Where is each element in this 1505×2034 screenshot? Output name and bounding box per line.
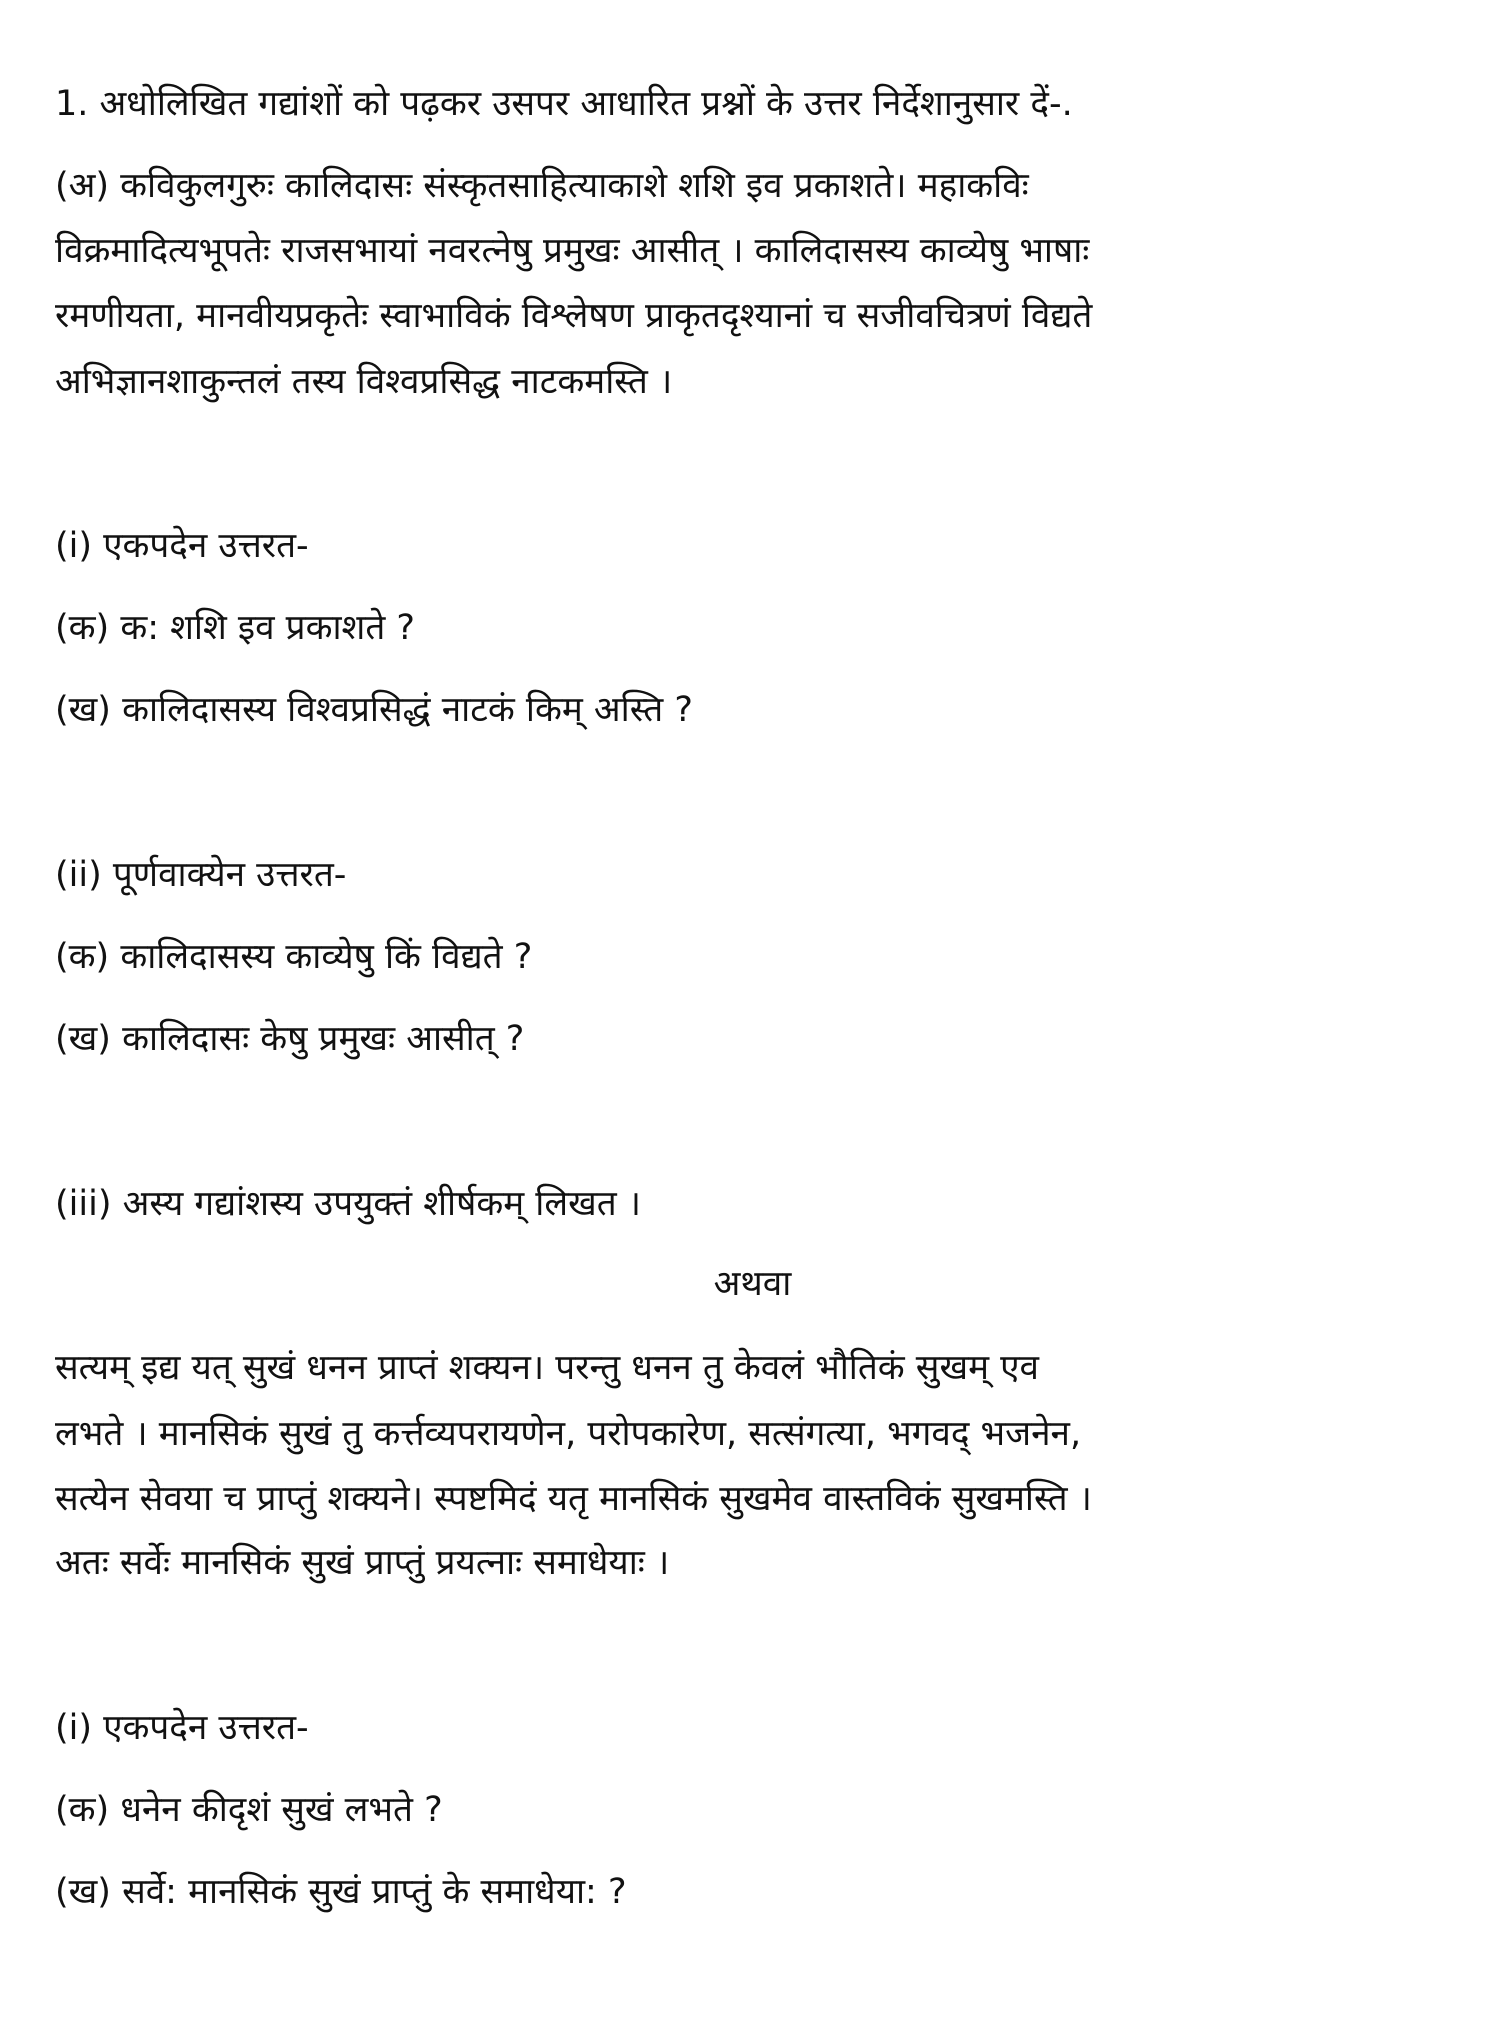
passage-line: लभते । मानसिकं सुखं तु कर्त्तव्यपरायणेन, परोपकारेण, सत्संगत्या, भगवद् भजनेन,	[55, 1414, 1082, 1454]
passage-line: सत्यम् इद्य यत् सुखं धनन प्राप्तं शक्यन। परन्तु धनन तु केवलं भौतिकं सुखम् एव	[55, 1348, 1039, 1388]
or-label: अथवा	[713, 1264, 792, 1304]
question-a-ii-title: (ii) पूर्णवाक्येन उत्तरत-	[55, 855, 347, 895]
heading: 1. अधोलिखित गद्यांशों को पढ़कर उसपर आधारित प्रश्नों के उत्तर निर्देशानुसार दें-.	[55, 84, 1073, 124]
question-a-iii: (iii) अस्य गद्यांशस्य उपयुक्तं शीर्षकम् लिखत ।	[55, 1184, 642, 1224]
question-b-i-title: (i) एकपदेन उत्तरत-	[55, 1708, 309, 1748]
question-a-i-title: (i) एकपदेन उत्तरत-	[55, 526, 309, 566]
passage-line: रमणीयता, मानवीयप्रकृतेः स्वाभाविकं विश्लेषण प्राकृतदृश्यानां च सजीवचित्रणं विद्यते	[55, 296, 1093, 336]
passage-line: सत्येन सेवया च प्राप्तुं शक्यने। स्पष्टमिदं यतृ मानसिकं सुखमेव वास्तविकं सुखमस्ति ।	[55, 1479, 1092, 1519]
question-item: (क) कालिदासस्य काव्येषु किं विद्यते ?	[55, 937, 533, 977]
passage-line: अतः सर्वेः मानसिकं सुखं प्राप्तुं प्रयत्नाः समाधेयाः ।	[55, 1543, 670, 1583]
question-item: (क) धनेन कीदृशं सुखं लभते ?	[55, 1790, 443, 1830]
question-item: (ख) कालिदासस्य विश्वप्रसिद्धं नाटकं किम् अस्ति ?	[55, 690, 693, 730]
passage-line: विक्रमादित्यभूपतेः राजसभायां नवरत्नेषु प्रमुखः आसीत् । कालिदासस्य काव्येषु भाषाः	[55, 231, 1090, 271]
question-item: (ख) सर्वे: मानसिकं सुखं प्राप्तुं के समाधेया: ?	[55, 1872, 627, 1912]
passage-line: (अ) कविकुलगुरुः कालिदासः संस्कृतसाहित्याकाशे शशि इव प्रकाशते। महाकविः	[55, 166, 1029, 206]
question-item: (क) क: शशि इव प्रकाशते ?	[55, 608, 415, 648]
question-item: (ख) कालिदासः केषु प्रमुखः आसीत् ?	[55, 1019, 525, 1059]
passage-line: अभिज्ञानशाकुन्तलं तस्य विश्वप्रसिद्ध नाटकमस्ति ।	[55, 362, 673, 402]
